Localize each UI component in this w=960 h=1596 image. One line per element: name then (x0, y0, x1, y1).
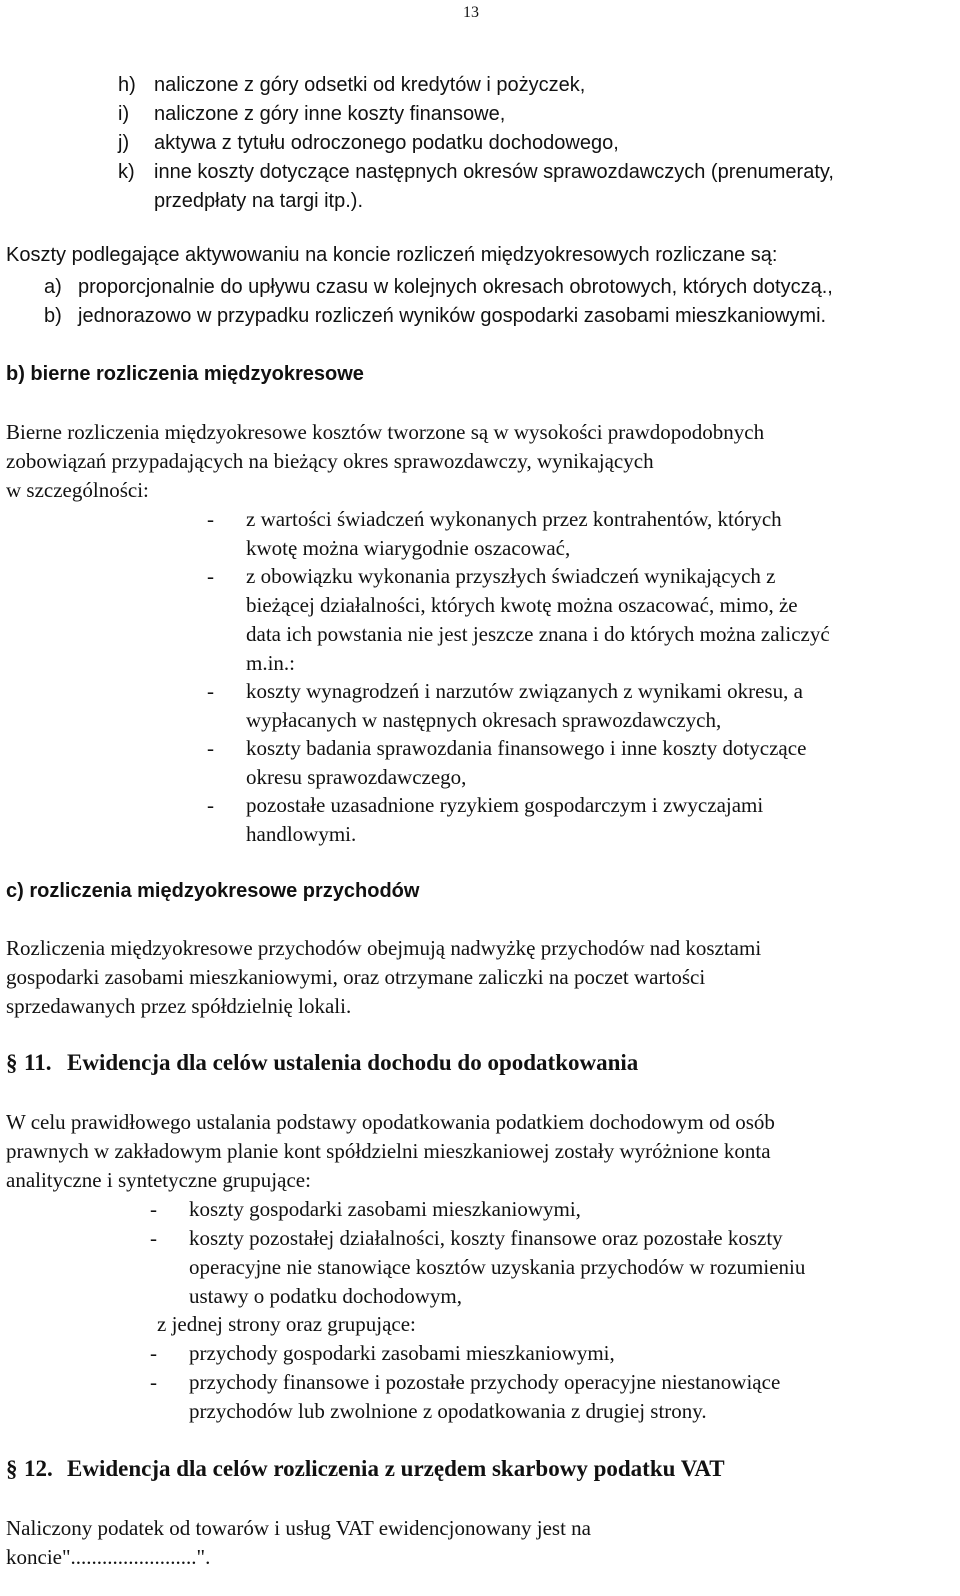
list-dash: - (150, 1197, 157, 1221)
paragraph-line: z jednej strony oraz grupujące: (157, 1312, 416, 1336)
list-item-text: przychody finansowe i pozostałe przychody operacyjne niestanowiące (189, 1370, 781, 1394)
list-dash: - (150, 1370, 157, 1394)
paragraph-line: Naliczony podatek od towarów i usług VAT ewidencjonowany jest na (6, 1516, 591, 1540)
section-heading: c) rozliczenia międzyokresowe przychodów (6, 880, 420, 902)
list-dash: - (207, 507, 214, 531)
list-item-text: przychody gospodarki zasobami mieszkaniowymi, (189, 1341, 615, 1365)
list-marker: j) (118, 132, 130, 154)
list-item-text: okresu sprawozdawczego, (246, 765, 467, 789)
paragraph-line: Koszty podlegające aktywowaniu na koncie rozliczeń międzyokresowych rozliczane są: (6, 244, 778, 266)
paragraph-line: Rozliczenia międzyokresowe przychodów obejmują nadwyżkę przychodów nad kosztami (6, 936, 762, 960)
list-item-text: pozostałe uzasadnione ryzykiem gospodarczym i zwyczajami (246, 793, 764, 817)
list-dash: - (207, 793, 214, 817)
list-marker: a) (44, 276, 62, 298)
section-title: Ewidencja dla celów rozliczenia z urzędem skarbowy podatku VAT (67, 1456, 725, 1481)
list-item-text: proporcjonalnie do upływu czasu w kolejnych okresach obrotowych, których dotyczą., (78, 276, 833, 298)
paragraph-line: zobowiązań przypadających na bieżący okres sprawozdawczy, wynikających (6, 449, 654, 473)
section-number: 11. (24, 1050, 52, 1075)
paragraph-line: analityczne i syntetyczne grupujące: (6, 1168, 311, 1192)
list-item-text: handlowymi. (246, 822, 357, 846)
list-item-text: m.in.: (246, 651, 296, 675)
list-item-text: koszty badania sprawozdania finansowego i inne koszty dotyczące (246, 736, 807, 760)
list-marker: b) (44, 305, 62, 327)
paragraph-line: gospodarki zasobami mieszkaniowymi, oraz otrzymane zaliczki na poczet wartości (6, 965, 706, 989)
list-item-text: z wartości świadczeń wykonanych przez kontrahentów, których (246, 507, 782, 531)
list-item-text: inne koszty dotyczące następnych okresów sprawozdawczych (prenumeraty, (154, 161, 834, 183)
paragraph-line: prawnych w zakładowym planie kont spółdzielni mieszkaniowej zostały wyróżnione konta (6, 1139, 771, 1163)
section-symbol: § (6, 1050, 18, 1075)
list-item-text: z obowiązku wykonania przyszłych świadczeń wynikających z (246, 564, 776, 588)
section-symbol: § (6, 1456, 18, 1481)
list-item-text: koszty pozostałej działalności, koszty finansowe oraz pozostałe koszty (189, 1226, 783, 1250)
paragraph-line: W celu prawidłowego ustalania podstawy opodatkowania podatkiem dochodowym od osób (6, 1110, 775, 1134)
list-item-text: koszty gospodarki zasobami mieszkaniowymi, (189, 1197, 581, 1221)
list-item-text: aktywa z tytułu odroczonego podatku dochodowego, (154, 132, 619, 154)
paragraph-line: Bierne rozliczenia międzyokresowe kosztów tworzone są w wysokości prawdopodobnych (6, 420, 765, 444)
paragraph-line: w szczególności: (6, 478, 149, 502)
section-heading: b) bierne rozliczenia międzyokresowe (6, 363, 364, 385)
list-item-text: wypłacanych w następnych okresach sprawozdawczych, (246, 708, 722, 732)
list-item-text: przychodów lub zwolnione z opodatkowania z drugiej strony. (189, 1399, 707, 1423)
list-item-text: przedpłaty na targi itp.). (154, 190, 363, 212)
list-dash: - (150, 1341, 157, 1365)
section-number: 12. (24, 1456, 53, 1481)
list-item-text: kwotę można wiarygodnie oszacować, (246, 536, 571, 560)
list-dash: - (150, 1226, 157, 1250)
list-marker: i) (118, 103, 130, 125)
paragraph-line: sprzedawanych przez spółdzielnię lokali. (6, 994, 352, 1018)
paragraph-line: koncie"........................". (6, 1545, 211, 1569)
list-dash: - (207, 564, 214, 588)
section-title: Ewidencja dla celów ustalenia dochodu do opodatkowania (67, 1050, 639, 1075)
list-item-text: operacyjne nie stanowiące kosztów uzyskania przychodów w rozumieniu (189, 1255, 806, 1279)
list-item-text: koszty wynagrodzeń i narzutów związanych z wynikami okresu, a (246, 679, 803, 703)
list-item-text: bieżącej działalności, których kwotę można oszacować, mimo, że (246, 593, 798, 617)
list-marker: k) (118, 161, 135, 183)
list-item-text: data ich powstania nie jest jeszcze znana i do których można zaliczyć (246, 622, 830, 646)
list-item-text: naliczone z góry odsetki od kredytów i pożyczek, (154, 74, 586, 96)
list-dash: - (207, 736, 214, 760)
list-marker: h) (118, 74, 136, 96)
list-dash: - (207, 679, 214, 703)
list-item-text: naliczone z góry inne koszty finansowe, (154, 103, 506, 125)
list-item-text: ustawy o podatku dochodowym, (189, 1284, 462, 1308)
list-item-text: jednorazowo w przypadku rozliczeń wyników gospodarki zasobami mieszkaniowymi. (78, 305, 827, 327)
page-number: 13 (463, 4, 479, 21)
